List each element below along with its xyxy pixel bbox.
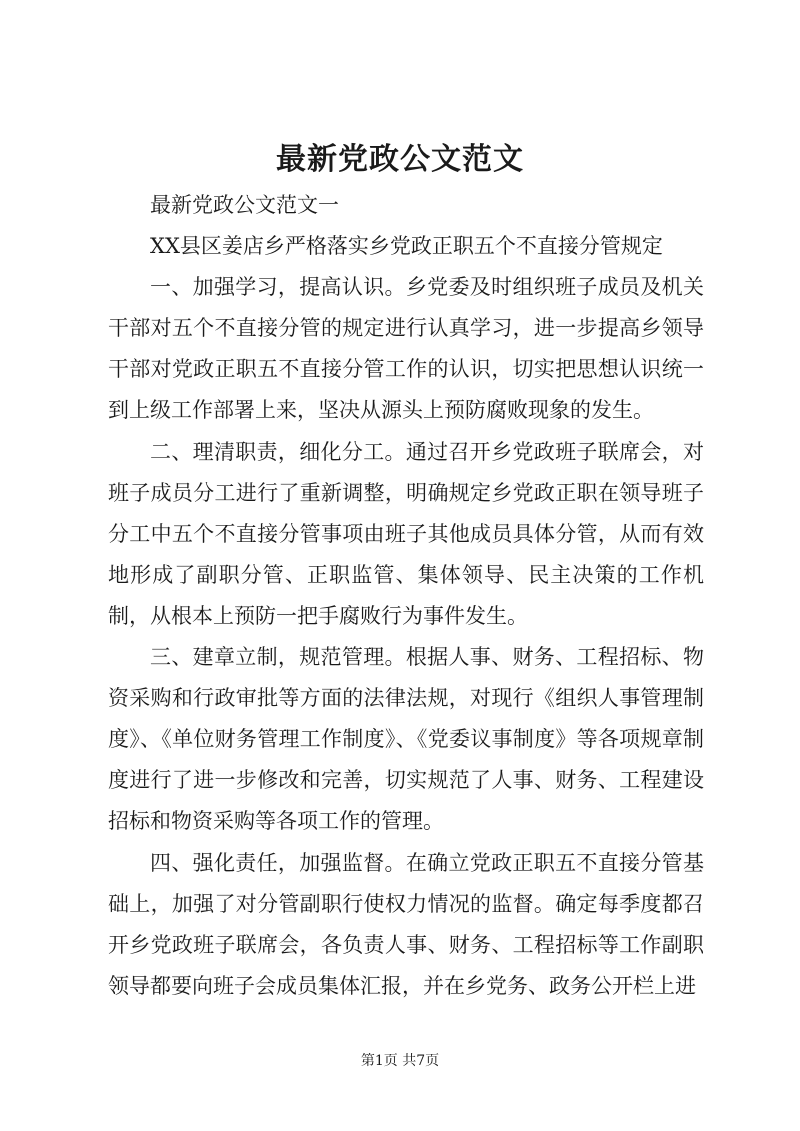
page-footer: 第1页 共7页 — [360, 1053, 440, 1069]
article-subtitle: XX县区姜店乡严格落实乡党政正职五个不直接分管规定 — [150, 234, 663, 259]
section-heading: 最新党政公文范文一 — [150, 193, 339, 217]
paragraph-3: 三、建章立制，规范管理。根据人事、财务、工程招标、物资采购和行政审批等方面的法律法规，对现行《组织人事管理制度》、《单位财务管理工作制度》、《党委议事制度》等各项规章制度进行了进一步修改和完善，切实规范了人事、财务、工程建设招标和物资采购等各项工作的管理。 — [108, 645, 704, 834]
document-body — [108, 185, 704, 1007]
paragraph-4: 四、强化责任，加强监督。在确立党政正职五不直接分管基础上，加强了对分管副职行使权力情况的监督。确定每季度都召开乡党政班子联席会，各负责人事、财务、工程招标等工作副职领导都要向班子会成员集体汇报，并在乡党务、政务公开栏上进 — [108, 850, 704, 998]
paragraph-2: 二、理清职责，细化分工。通过召开乡党政班子联席会，对班子成员分工进行了重新调整，明确规定乡党政正职在领导班子分工中五个不直接分管事项由班子其他成员具体分管，从而有效地形成了副职分管、正职监管、集体领导、民主决策的工作机制，从根本上预防一把手腐败行为事件发生。 — [108, 439, 704, 628]
document-title: 最新党政公文范文 — [276, 142, 524, 177]
paragraph-1: 一、加强学习，提高认识。乡党委及时组织班子成员及机关干部对五个不直接分管的规定进行认真学习，进一步提高乡领导干部对党政正职五不直接分管工作的认识，切实把思想认识统一到上级工作部署上来，坚决从源头上预防腐败现象的发生。 — [108, 275, 704, 423]
